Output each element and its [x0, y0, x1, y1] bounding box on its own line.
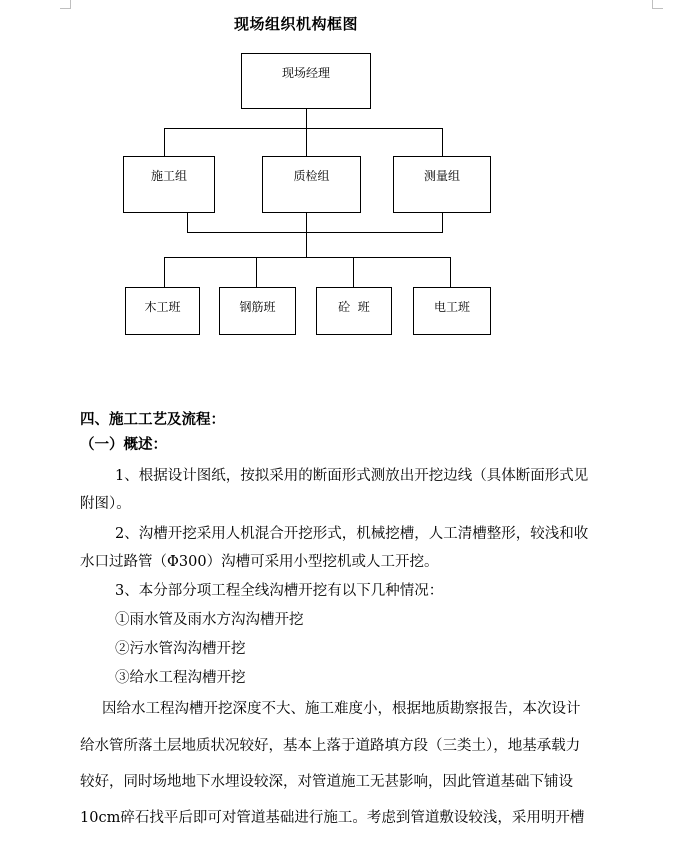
org-box-manager: [241, 53, 371, 109]
org-label-group: 施工组: [150, 169, 187, 183]
body-line: 3、本分部分项工程全线沟槽开挖有以下几种情况：: [115, 583, 444, 599]
org-label-team: 钢筋班: [239, 300, 276, 314]
connector: [187, 213, 188, 233]
body-line: 10cm碎石找平后即可对管道基础进行施工。考虑到管道敷设较浅，采用明开槽: [80, 810, 585, 826]
page-corner-mark-left: [60, 0, 71, 9]
org-box-group: [123, 156, 215, 213]
org-label-group: 质检组: [293, 169, 330, 183]
body-line: 给水管所落土层地质状况较好，基本上落于道路填方段（三类土），地基承载力: [80, 738, 581, 754]
connector: [306, 213, 307, 257]
connector: [353, 257, 354, 287]
section-heading: 四、施工工艺及流程：: [80, 411, 225, 428]
org-label-manager: 现场经理: [281, 66, 330, 80]
body-line: 水口过路管（Φ300）沟槽可采用小型挖机或人工开挖。: [80, 554, 439, 570]
org-label-team: 砼 班: [338, 300, 370, 314]
connector: [306, 128, 307, 156]
org-label-team: 电工班: [433, 300, 470, 314]
connector: [164, 128, 443, 129]
list-item: ③给水工程沟槽开挖: [115, 670, 246, 686]
org-label-group: 测量组: [423, 169, 460, 183]
connector: [442, 213, 443, 233]
org-box-group: [262, 156, 361, 213]
list-item: ①雨水管及雨水方沟沟槽开挖: [115, 612, 304, 628]
body-line: 附图）。: [80, 496, 131, 512]
connector: [442, 128, 443, 156]
org-box-team: [125, 287, 200, 335]
section-subheading: （一）概述：: [80, 436, 167, 453]
org-box-team: [316, 287, 392, 335]
body-line: 1、根据设计图纸，按拟采用的断面形式测放出开挖边线（具体断面形式见: [115, 468, 589, 484]
list-item: ②污水管沟沟槽开挖: [115, 641, 246, 657]
connector: [187, 232, 443, 233]
connector: [450, 257, 451, 287]
org-box-team: [413, 287, 491, 335]
body-line: 较好，同时场地地下水埋设较深，对管道施工无甚影响，因此管道基础下铺设: [80, 774, 573, 790]
connector: [164, 128, 165, 156]
org-box-group: [393, 156, 491, 213]
chart-title: 现场组织机构框图: [234, 15, 359, 33]
org-box-team: [219, 287, 296, 335]
connector: [164, 257, 451, 258]
page-corner-mark-right: [652, 0, 663, 9]
body-line: 2、沟槽开挖采用人机混合开挖形式，机械挖槽，人工清槽整形，较浅和收: [115, 526, 589, 542]
body-line: 因给水工程沟槽开挖深度不大、施工难度小，根据地质勘察报告，本次设计: [102, 701, 581, 717]
connector: [164, 257, 165, 287]
org-label-team: 木工班: [144, 300, 181, 314]
connector: [306, 109, 307, 129]
connector: [256, 257, 257, 287]
